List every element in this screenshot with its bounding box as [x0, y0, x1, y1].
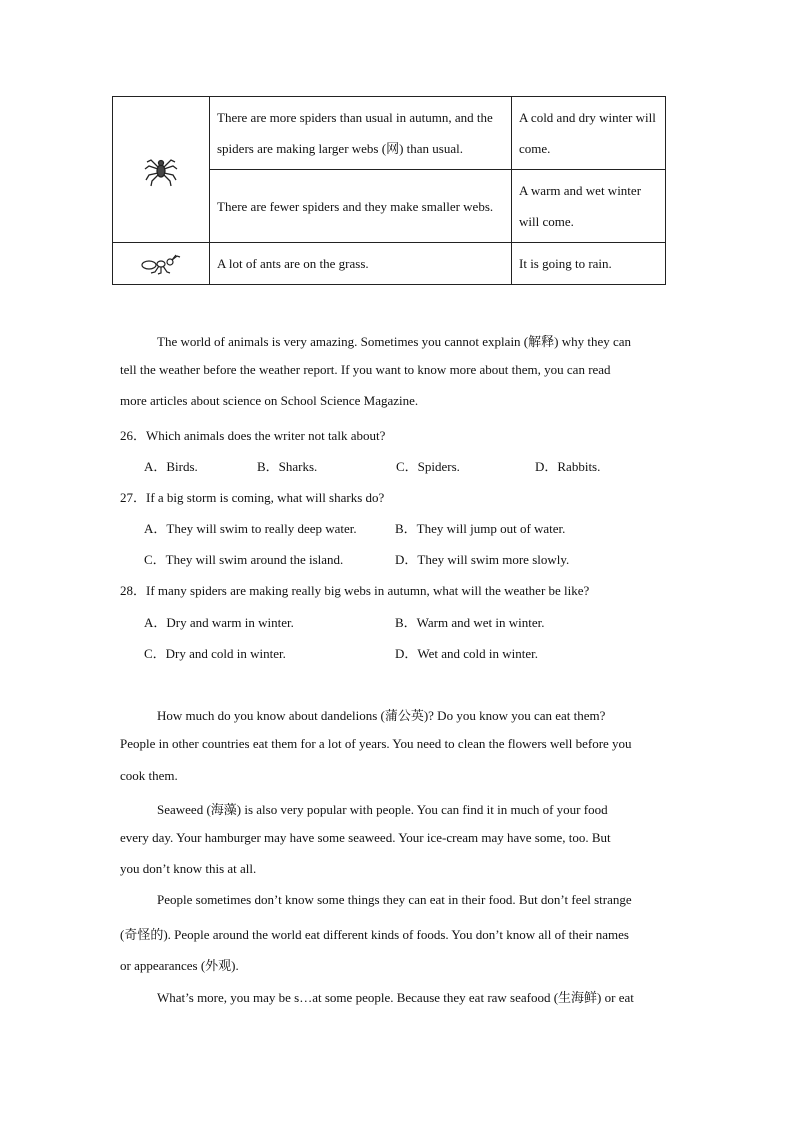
passage2-line: What’s more, you may be s…at some people. Because they eat raw seafood (生海鲜) or eat	[157, 990, 634, 1005]
option-d: D．Wet and cold in winter.	[395, 646, 539, 661]
table-row	[113, 97, 666, 170]
weather-signs-table	[112, 96, 666, 285]
option-a: A．Dry and warm in winter.	[144, 615, 294, 630]
option-c: C．Dry and cold in winter.	[144, 646, 286, 661]
passage2-line: every day. Your hamburger may have some seaweed. Your ice-cream may have some, too. But	[120, 830, 611, 845]
spider-icon	[141, 150, 181, 190]
option-c: C．They will swim around the island.	[144, 552, 344, 567]
table-row	[113, 243, 666, 285]
spider-icon-cell	[113, 97, 210, 243]
option-b: B．They will jump out of water.	[395, 521, 566, 536]
cause-cell: There are fewer spiders and they make smaller webs.	[210, 170, 512, 243]
passage2-line: (奇怪的). People around the world eat different kinds of foods. You don’t know all of their names	[120, 927, 629, 942]
passage2-line: People in other countries eat them for a lot of years. You need to clean the flowers well before you	[120, 736, 632, 751]
passage2-line: or appearances (外观).	[120, 958, 239, 973]
passage2-line: cook them.	[120, 768, 178, 783]
option-d: D．Rabbits.	[535, 459, 601, 474]
cause-cell: There are more spiders than usual in autumn, and the spiders are making larger webs (网) than usual.	[210, 97, 512, 170]
question-stem: 27．If a big storm is coming, what will sharks do?	[120, 490, 385, 505]
effect-cell: A cold and dry winter will come.	[512, 97, 666, 170]
cause-cell: A lot of ants are on the grass.	[210, 243, 512, 285]
passage2-line: you don’t know this at all.	[120, 861, 257, 876]
passage1-line: more articles about science on School Science Magazine.	[120, 393, 419, 408]
ant-icon	[139, 253, 183, 275]
option-d: D．They will swim more slowly.	[395, 552, 570, 567]
option-c: C．Spiders.	[396, 459, 460, 474]
effect-cell: A warm and wet winter will come.	[512, 170, 666, 243]
effect-cell: It is going to rain.	[512, 243, 666, 285]
option-a: A．Birds.	[144, 459, 198, 474]
ant-icon-cell	[113, 243, 210, 285]
option-b: B．Warm and wet in winter.	[395, 615, 545, 630]
option-a: A．They will swim to really deep water.	[144, 521, 357, 536]
passage2-line: Seaweed (海藻) is also very popular with people. You can find it in much of your food	[157, 802, 608, 817]
passage2-line: How much do you know about dandelions (蒲公英)? Do you know you can eat them?	[157, 708, 606, 723]
option-b: B．Sharks.	[257, 459, 318, 474]
question-stem: 26．Which animals does the writer not talk about?	[120, 428, 386, 443]
passage1-line: tell the weather before the weather report. If you want to know more about them, you can read	[120, 362, 611, 377]
passage2-line: People sometimes don’t know some things they can eat in their food. But don’t feel strange	[157, 892, 632, 907]
question-stem: 28．If many spiders are making really big webs in autumn, what will the weather be like?	[120, 583, 590, 598]
passage1-line: The world of animals is very amazing. Sometimes you cannot explain (解释) why they can	[157, 334, 632, 349]
